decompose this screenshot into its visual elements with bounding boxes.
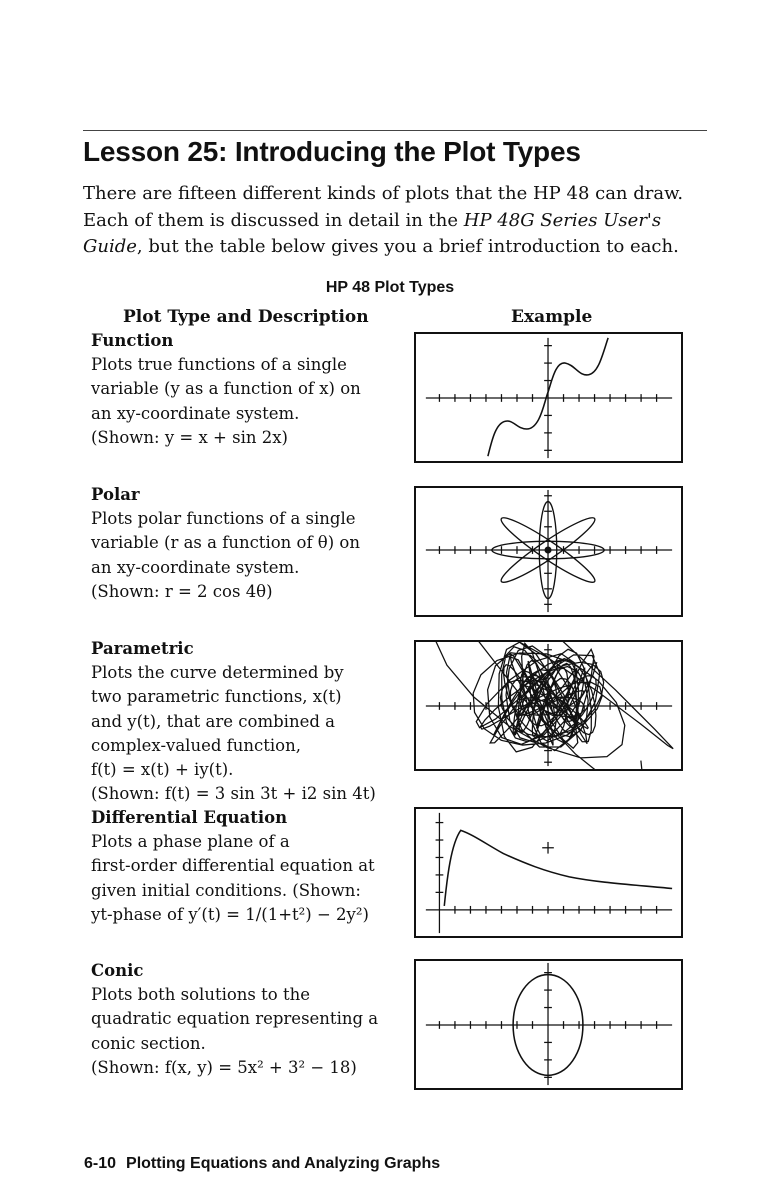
description-line: Plots both solutions to the [91,985,310,1005]
plot-type-name: Differential Equation [91,808,288,827]
column-header-description: Plot Type and Description [123,307,369,327]
crosshair-cursor [542,842,554,854]
description-line: complex-valued function, [91,735,301,755]
description-line: Plots true functions of a single [91,355,347,375]
conic-plot-example [414,959,683,1090]
description-line: an xy-coordinate system. [91,403,300,423]
plot-type-name: Conic [91,961,144,980]
description-line: (Shown: y = x + sin 2x) [91,427,288,447]
function-plot [416,334,681,461]
page-number: 6-10 [84,1155,117,1172]
plot-type-differential-equation [91,806,391,927]
plot-type-name: Polar [91,485,140,504]
plot-type-polar [91,483,391,604]
description-line: (Shown: f(t) = 3 sin 3t + i2 sin 4t) [91,784,376,804]
column-header-example: Example [511,307,593,327]
parametric-plot [416,642,681,769]
description-line: Plots the curve determined by [91,663,344,683]
description-line: variable (r as a function of θ) on [91,533,360,553]
description-line: f(t) = x(t) + iy(t). [91,760,234,780]
description-line: an xy-coordinate system. [91,557,300,577]
conic-plot [416,961,681,1088]
plot-type-name: Parametric [91,639,194,658]
guide-title: HP 48G Series User's Guide [83,209,662,257]
differential-equation-plot-example [414,807,683,938]
description-line: variable (y as a function of x) on [91,379,361,399]
description-line: quadratic equation representing a [91,1009,379,1029]
description-line: yt-phase of y′(t) = 1/(1+t²) − 2y²) [91,904,369,924]
description-line: given initial conditions. (Shown: [91,880,361,900]
function-plot-example [414,332,683,463]
description-line: first-order differential equation at [91,856,375,876]
description-line: two parametric functions, x(t) [91,687,342,707]
header-rule [83,130,707,131]
description-line: (Shown: f(x, y) = 5x² + 3² − 18) [91,1057,357,1077]
plot-type-parametric [91,637,391,806]
description-line: (Shown: r = 2 cos 4θ) [91,581,273,601]
lesson-title: Lesson 25: Introducing the Plot Types [83,136,581,167]
page-footer [84,1155,440,1173]
chapter-title: Plotting Equations and Analyzing Graphs [126,1155,441,1172]
polar-plot-example [414,486,683,617]
plot-type-name: Function [91,331,174,350]
table-title: HP 48 Plot Types [325,279,455,296]
description-line: conic section. [91,1033,206,1053]
intro-paragraph [83,181,703,261]
description-line: and y(t), that are combined a [91,711,335,731]
origin-point [545,547,551,553]
plot-type-conic [91,959,391,1080]
parametric-plot-example [414,640,683,771]
description-line: Plots polar functions of a single [91,509,356,529]
description-line: Plots a phase plane of a [91,832,290,852]
polar-plot [416,488,681,615]
differential-equation-plot [416,809,681,936]
intro-text-1: There are fifteen different kinds of plots that the HP 48 can draw. Each of them is discussed in detail in the [83,183,684,231]
plot-type-function [91,329,391,450]
solution-curve [444,830,672,906]
intro-text-2: , but the table below gives you a brief introduction to each. [136,236,679,257]
